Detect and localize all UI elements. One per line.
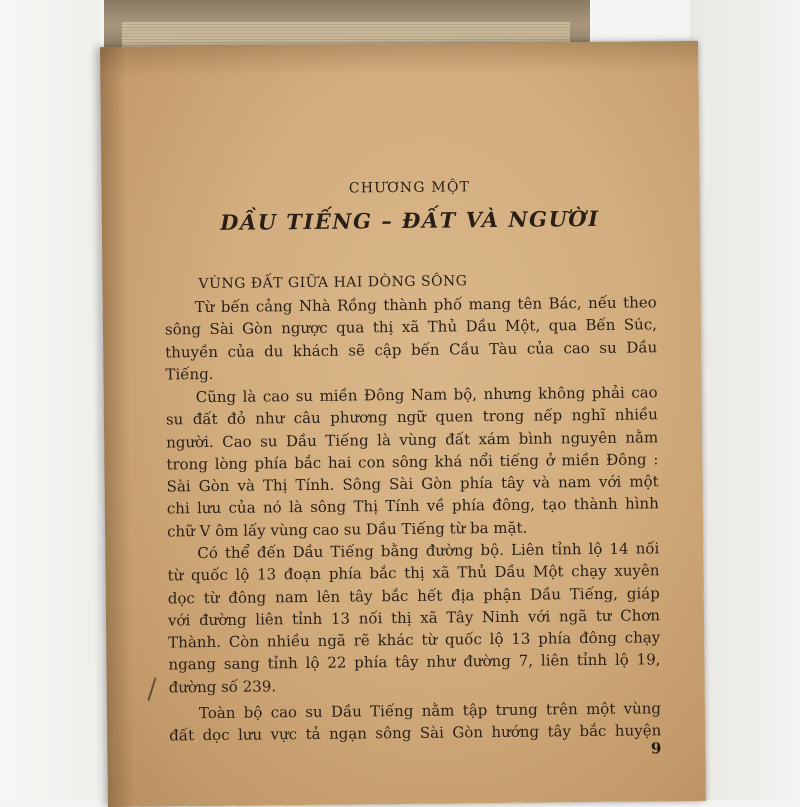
page-top-shadow	[100, 41, 698, 77]
book-page	[100, 41, 706, 807]
paragraph-line: ngang sang tỉnh lộ 22 phía tây như đường 7, liên tỉnh lộ 19,	[168, 650, 661, 674]
paragraph-1	[165, 291, 658, 385]
paragraph-line: su đất đỏ như câu phương ngữ quen trong nếp nghĩ nhiều	[165, 405, 658, 429]
paragraph-line: sông Sài Gòn ngược qua thị xã Thủ Dầu Một, qua Bến Súc,	[164, 315, 658, 339]
background-right	[690, 0, 800, 800]
paragraph-3	[167, 537, 661, 698]
paragraph-line: trong lòng phía bắc hai con sông khá nổi tiếng ở miền Đông :	[166, 450, 659, 474]
paragraph-line: Tiếng.	[165, 364, 214, 384]
section-heading: VÙNG ĐẤT GIỮA HAI DÒNG SÔNG	[198, 273, 468, 293]
chapter-label: CHƯƠNG MỘT	[348, 179, 471, 197]
paragraph-2	[166, 381, 660, 542]
paragraph-line: Thành. Còn nhiều ngã rẽ khác từ quốc lộ 13 phía đông chạy	[168, 628, 661, 652]
paragraph-line: Có thể đến Dầu Tiếng bằng đường bộ. Liên tỉnh lộ 14 nối	[197, 539, 660, 563]
paragraph-line: người. Cao su Dầu Tiếng là vùng đất xám bình nguyên nằm	[166, 427, 659, 452]
paragraph-line: thuyền của du khách sẽ cập bến Cầu Tàu của cao su Dầu	[165, 337, 658, 362]
paragraph-line: Cũng là cao su miền Đông Nam bộ, nhưng không phải cao	[195, 383, 658, 407]
page-number: 9	[650, 739, 662, 758]
paragraph-line: chi lưu của nó là sông Thị Tính về phía đông, tạo thành hình	[166, 494, 659, 518]
pencil-mark	[147, 677, 166, 703]
paragraph-line: với đường liên tỉnh 13 nối thị xã Tây Ninh với ngã tư Chơn	[167, 606, 661, 630]
paragraph-line: Sài Gòn và Thị Tính. Sông Sài Gòn phía tây và nam với một	[166, 472, 659, 496]
paragraph-line: đất dọc lưu vực tả ngạn sông Sài Gòn hướng tây bắc huyện	[169, 721, 662, 745]
paragraph-line: chữ V ôm lấy vùng cao su Dầu Tiếng từ ba mặt.	[166, 518, 528, 541]
paragraph-line: Từ bến cảng Nhà Rồng thành phố mang tên Bác, nếu theo	[194, 293, 657, 317]
paragraph-line: từ quốc lộ 13 đoạn phía bắc thị xã Thủ Dầu Một chạy xuyên	[167, 561, 660, 585]
paragraph-line: Toàn bộ cao su Dầu Tiếng nằm tập trung trên một vùng	[198, 699, 662, 723]
chapter-title: DẦU TIẾNG – ĐẤT VÀ NGƯỜI	[220, 205, 600, 235]
page-spine-shadow	[100, 47, 134, 807]
background-left	[0, 0, 100, 800]
paragraph-4	[169, 697, 661, 747]
paragraph-line: đường số 239.	[168, 677, 277, 697]
paragraph-line: dọc từ đông nam lên tây bắc hết địa phận Dầu Tiếng, giáp	[167, 583, 660, 608]
